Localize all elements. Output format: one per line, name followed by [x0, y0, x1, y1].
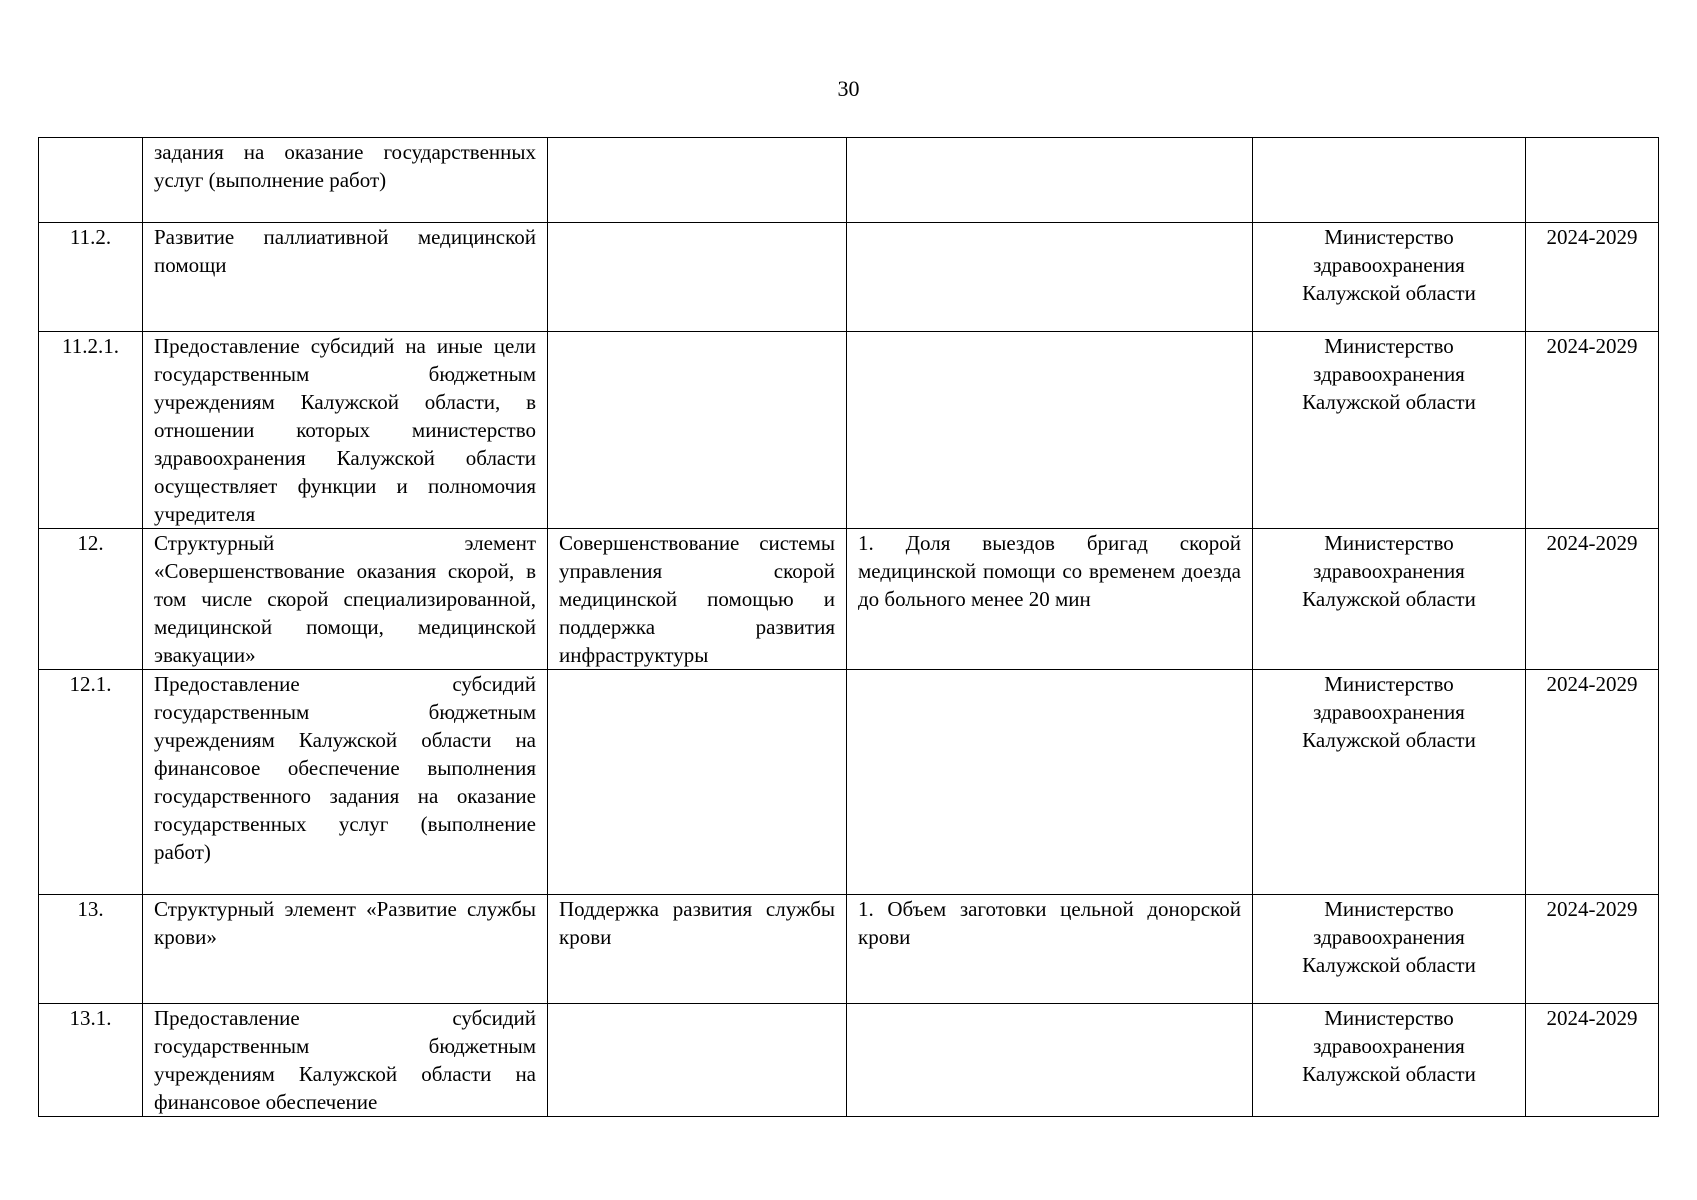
indicator-cell	[847, 332, 1253, 529]
indicator-cell: 1. Доля выездов бригад скорой медицинской помощи со временем доезда до больного менее 20 мин	[847, 529, 1253, 670]
row-number	[39, 138, 143, 223]
responsible-cell: Министерство здравоохранения Калужской области	[1253, 529, 1526, 670]
indicator-cell	[847, 138, 1253, 223]
measure-name: задания на оказание государственных услуг (выполнение работ)	[143, 138, 548, 223]
period-cell: 2024-2029	[1526, 1004, 1659, 1117]
row-number: 12.1.	[39, 670, 143, 895]
period-cell	[1526, 138, 1659, 223]
task-cell	[548, 223, 847, 332]
task-cell	[548, 1004, 847, 1117]
indicator-cell	[847, 1004, 1253, 1117]
table-row	[39, 670, 1659, 895]
table-row	[39, 1004, 1659, 1117]
measure-name: Развитие паллиативной медицинской помощи	[143, 223, 548, 332]
indicator-cell	[847, 670, 1253, 895]
measure-name: Структурный элемент «Развитие службы крови»	[143, 895, 548, 1004]
period-cell: 2024-2029	[1526, 529, 1659, 670]
task-cell: Совершенствование системы управления скорой медицинской помощью и поддержка развития инфраструктуры	[548, 529, 847, 670]
row-number: 13.	[39, 895, 143, 1004]
responsible-cell: Министерство здравоохранения Калужской области	[1253, 895, 1526, 1004]
responsible-cell: Министерство здравоохранения Калужской области	[1253, 332, 1526, 529]
responsible-cell: Министерство здравоохранения Калужской области	[1253, 1004, 1526, 1117]
responsible-cell	[1253, 138, 1526, 223]
measure-name: Структурный элемент «Совершенствование оказания скорой, в том числе скорой специализированной, медицинской помощи, медицинской эвакуации»	[143, 529, 548, 670]
task-cell	[548, 138, 847, 223]
table-row	[39, 223, 1659, 332]
table-row	[39, 332, 1659, 529]
table-row	[39, 895, 1659, 1004]
table-row	[39, 138, 1659, 223]
task-cell	[548, 670, 847, 895]
row-number: 13.1.	[39, 1004, 143, 1117]
task-cell	[548, 332, 847, 529]
indicator-cell: 1. Объем заготовки цельной донорской крови	[847, 895, 1253, 1004]
measure-name: Предоставление субсидий на иные цели государственным бюджетным учреждениям Калужской области, в отношении которых министерство здравоохранения Калужской области осуществляет функции и полномочия учредителя	[143, 332, 548, 529]
period-cell: 2024-2029	[1526, 670, 1659, 895]
row-number: 12.	[39, 529, 143, 670]
indicator-cell	[847, 223, 1253, 332]
program-table	[38, 137, 1659, 1117]
period-cell: 2024-2029	[1526, 332, 1659, 529]
measure-name: Предоставление субсидий государственным бюджетным учреждениям Калужской области на финансовое обеспечение выполнения государственного задания на оказание государственных услуг (выполнение работ)	[143, 670, 548, 895]
responsible-cell: Министерство здравоохранения Калужской области	[1253, 223, 1526, 332]
page-number: 30	[837, 76, 860, 101]
period-cell: 2024-2029	[1526, 223, 1659, 332]
measure-name: Предоставление субсидий государственным бюджетным учреждениям Калужской области на финансовое обеспечение	[143, 1004, 548, 1117]
responsible-cell: Министерство здравоохранения Калужской области	[1253, 670, 1526, 895]
table-row	[39, 529, 1659, 670]
row-number: 11.2.	[39, 223, 143, 332]
task-cell: Поддержка развития службы крови	[548, 895, 847, 1004]
period-cell: 2024-2029	[1526, 895, 1659, 1004]
row-number: 11.2.1.	[39, 332, 143, 529]
